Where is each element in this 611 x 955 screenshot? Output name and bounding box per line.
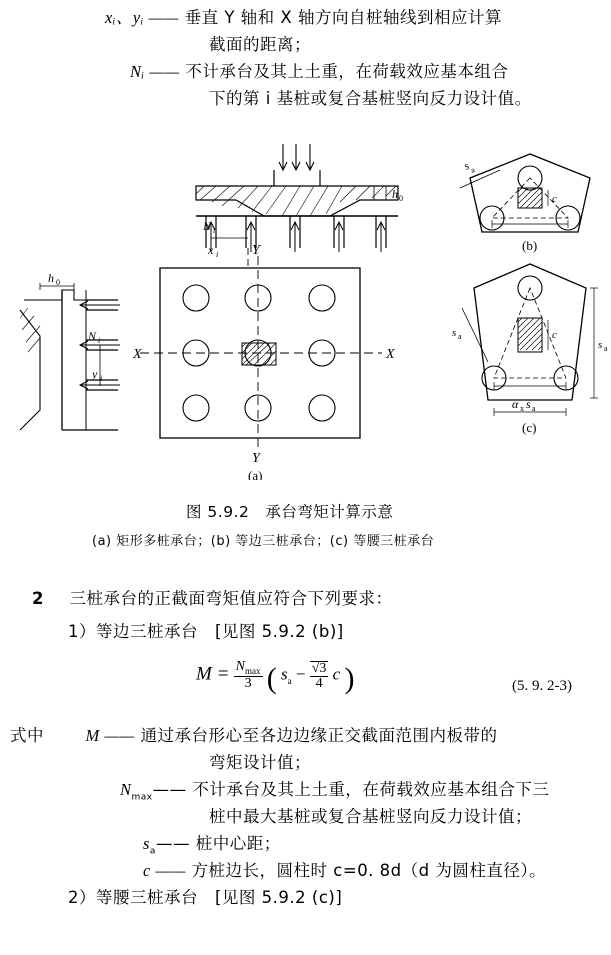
def-symbol-sa: s	[143, 834, 150, 853]
def-symbol-c: c ——	[143, 861, 186, 880]
label-part-a: (a)	[248, 468, 263, 480]
label-part-b: (b)	[522, 238, 538, 253]
label-sa-right: s	[598, 339, 603, 351]
label-Ni-top-sub: i	[213, 226, 216, 235]
formula-numerator: $N_{max}$	[235, 659, 261, 676]
label-yi-sub: i	[100, 374, 103, 383]
clause-2	[32, 585, 392, 609]
def-text-sa: 桩中心距；	[195, 834, 281, 853]
label-sa-right-sub: a	[604, 344, 608, 353]
def-text-M: 通过承台形心至各边边缘正交截面范围内板带的	[140, 726, 498, 745]
label-h0-top: h	[392, 187, 398, 201]
label-axis-y-top: Y	[252, 243, 260, 258]
label-xi: x	[208, 243, 214, 257]
definition-line-3	[130, 58, 508, 82]
label-alpha-sa-s: s	[526, 397, 531, 411]
formula-sqrt-numerator: √3	[311, 660, 327, 676]
definition-line-2: 截面的距离；	[209, 35, 311, 54]
definitions-header: 式中	[10, 726, 44, 745]
formula-term-sa-sub: a	[287, 675, 292, 686]
def-symbol-Nmax: N	[120, 780, 132, 799]
formula-denominator: 3	[244, 676, 252, 692]
formula-paren-close: )	[344, 661, 355, 695]
label-sa-c: s	[452, 327, 457, 339]
formula-term-c: c	[332, 664, 341, 684]
def-text-M-cont: 弯矩设计值；	[209, 753, 311, 772]
def-row-Nmax	[120, 776, 549, 802]
formula-number: (5. 9. 2-3)	[512, 678, 572, 694]
label-sa-b-sub: a	[469, 165, 477, 175]
def-text-Nmax: 不计承台及其上土重，在荷载效应基本组合下三	[192, 780, 550, 799]
label-xi-sub: i	[216, 250, 219, 259]
formula-term-sa: s	[281, 664, 288, 684]
symbol-xi-yi: xᵢ、yᵢ ——	[105, 8, 179, 27]
label-axis-x-right: X	[386, 347, 395, 362]
label-Ni-top: N	[203, 219, 212, 233]
figure-caption-main: 图 5.9.2 承台弯矩计算示意	[186, 503, 394, 521]
definition-text-1: 垂直 Y 轴和 X 轴方向自桩轴线到相应计算	[184, 8, 502, 27]
label-Ni-left: N	[88, 329, 97, 343]
formula-fraction-sqrt3-4	[310, 661, 329, 692]
label-alpha-sub: x	[520, 404, 524, 413]
symbol-ni: Nᵢ ——	[130, 62, 180, 81]
label-h0-top-sub: 0	[399, 194, 403, 203]
clause-2-item-1: 1）等边三桩承台 [见图 5.9.2 (b)]	[68, 622, 344, 641]
label-c-b: c	[552, 193, 557, 205]
def-symbol-sa-sub: a	[149, 846, 156, 857]
def-text-Nmax-cont: 桩中最大基桩或复合基桩竖向反力设计值；	[209, 807, 532, 826]
def-row-c	[143, 857, 546, 881]
label-h0-left: h	[48, 271, 54, 285]
label-axis-x-left: X	[133, 347, 142, 362]
definition-line-1	[105, 4, 502, 28]
label-axis-y-bottom: Y	[252, 451, 260, 466]
formula-minus: −	[295, 664, 306, 684]
clause-2-text: 三桩承台的正截面弯矩值应符合下列要求：	[69, 589, 393, 608]
def-dash-sa: ——	[155, 834, 190, 853]
def-text-c: 方桩边长，圆柱时 c=0. 8d（d 为圆柱直径）。	[191, 861, 547, 880]
label-c-c: c	[552, 329, 557, 341]
label-sa-c-sub: a	[458, 332, 462, 341]
formula-fraction-nmax-3	[234, 660, 263, 692]
label-alpha-sa: α	[512, 397, 519, 411]
definitions-header-row	[10, 722, 497, 746]
clause-2-item-2: 2）等腰三桩承台 [见图 5.9.2 (c)]	[68, 888, 343, 907]
figure-5-9-2	[0, 140, 611, 480]
def-symbol-Nmax-sub: max	[131, 792, 153, 803]
label-part-c: (c)	[522, 420, 537, 435]
formula-paren-open: (	[266, 661, 277, 695]
clause-2-number: 2	[32, 589, 44, 608]
definition-text-3: 不计承台及其上土重，在荷载效应基本组合	[185, 62, 509, 81]
formula-5-9-2-3	[196, 660, 416, 714]
label-sa-b: s	[462, 160, 472, 173]
def-symbol-M: M ——	[85, 726, 135, 745]
figure-svg	[0, 140, 611, 480]
formula-sqrt-denominator: 4	[315, 676, 323, 692]
definition-line-4: 下的第 i 基桩或复合基桩竖向反力设计值。	[209, 89, 532, 108]
def-dash-Nmax: ——	[152, 780, 187, 799]
label-Ni-left-sub: i	[98, 336, 101, 345]
def-row-sa	[143, 830, 281, 856]
label-yi: y	[92, 367, 98, 381]
figure-caption-sub: (a) 矩形多桩承台；(b) 等边三桩承台；(c) 等腰三桩承台	[92, 534, 435, 549]
formula-lhs: M =	[196, 663, 230, 685]
label-alpha-sa-sub: a	[532, 404, 536, 413]
label-h0-left-sub: 0	[56, 278, 60, 287]
